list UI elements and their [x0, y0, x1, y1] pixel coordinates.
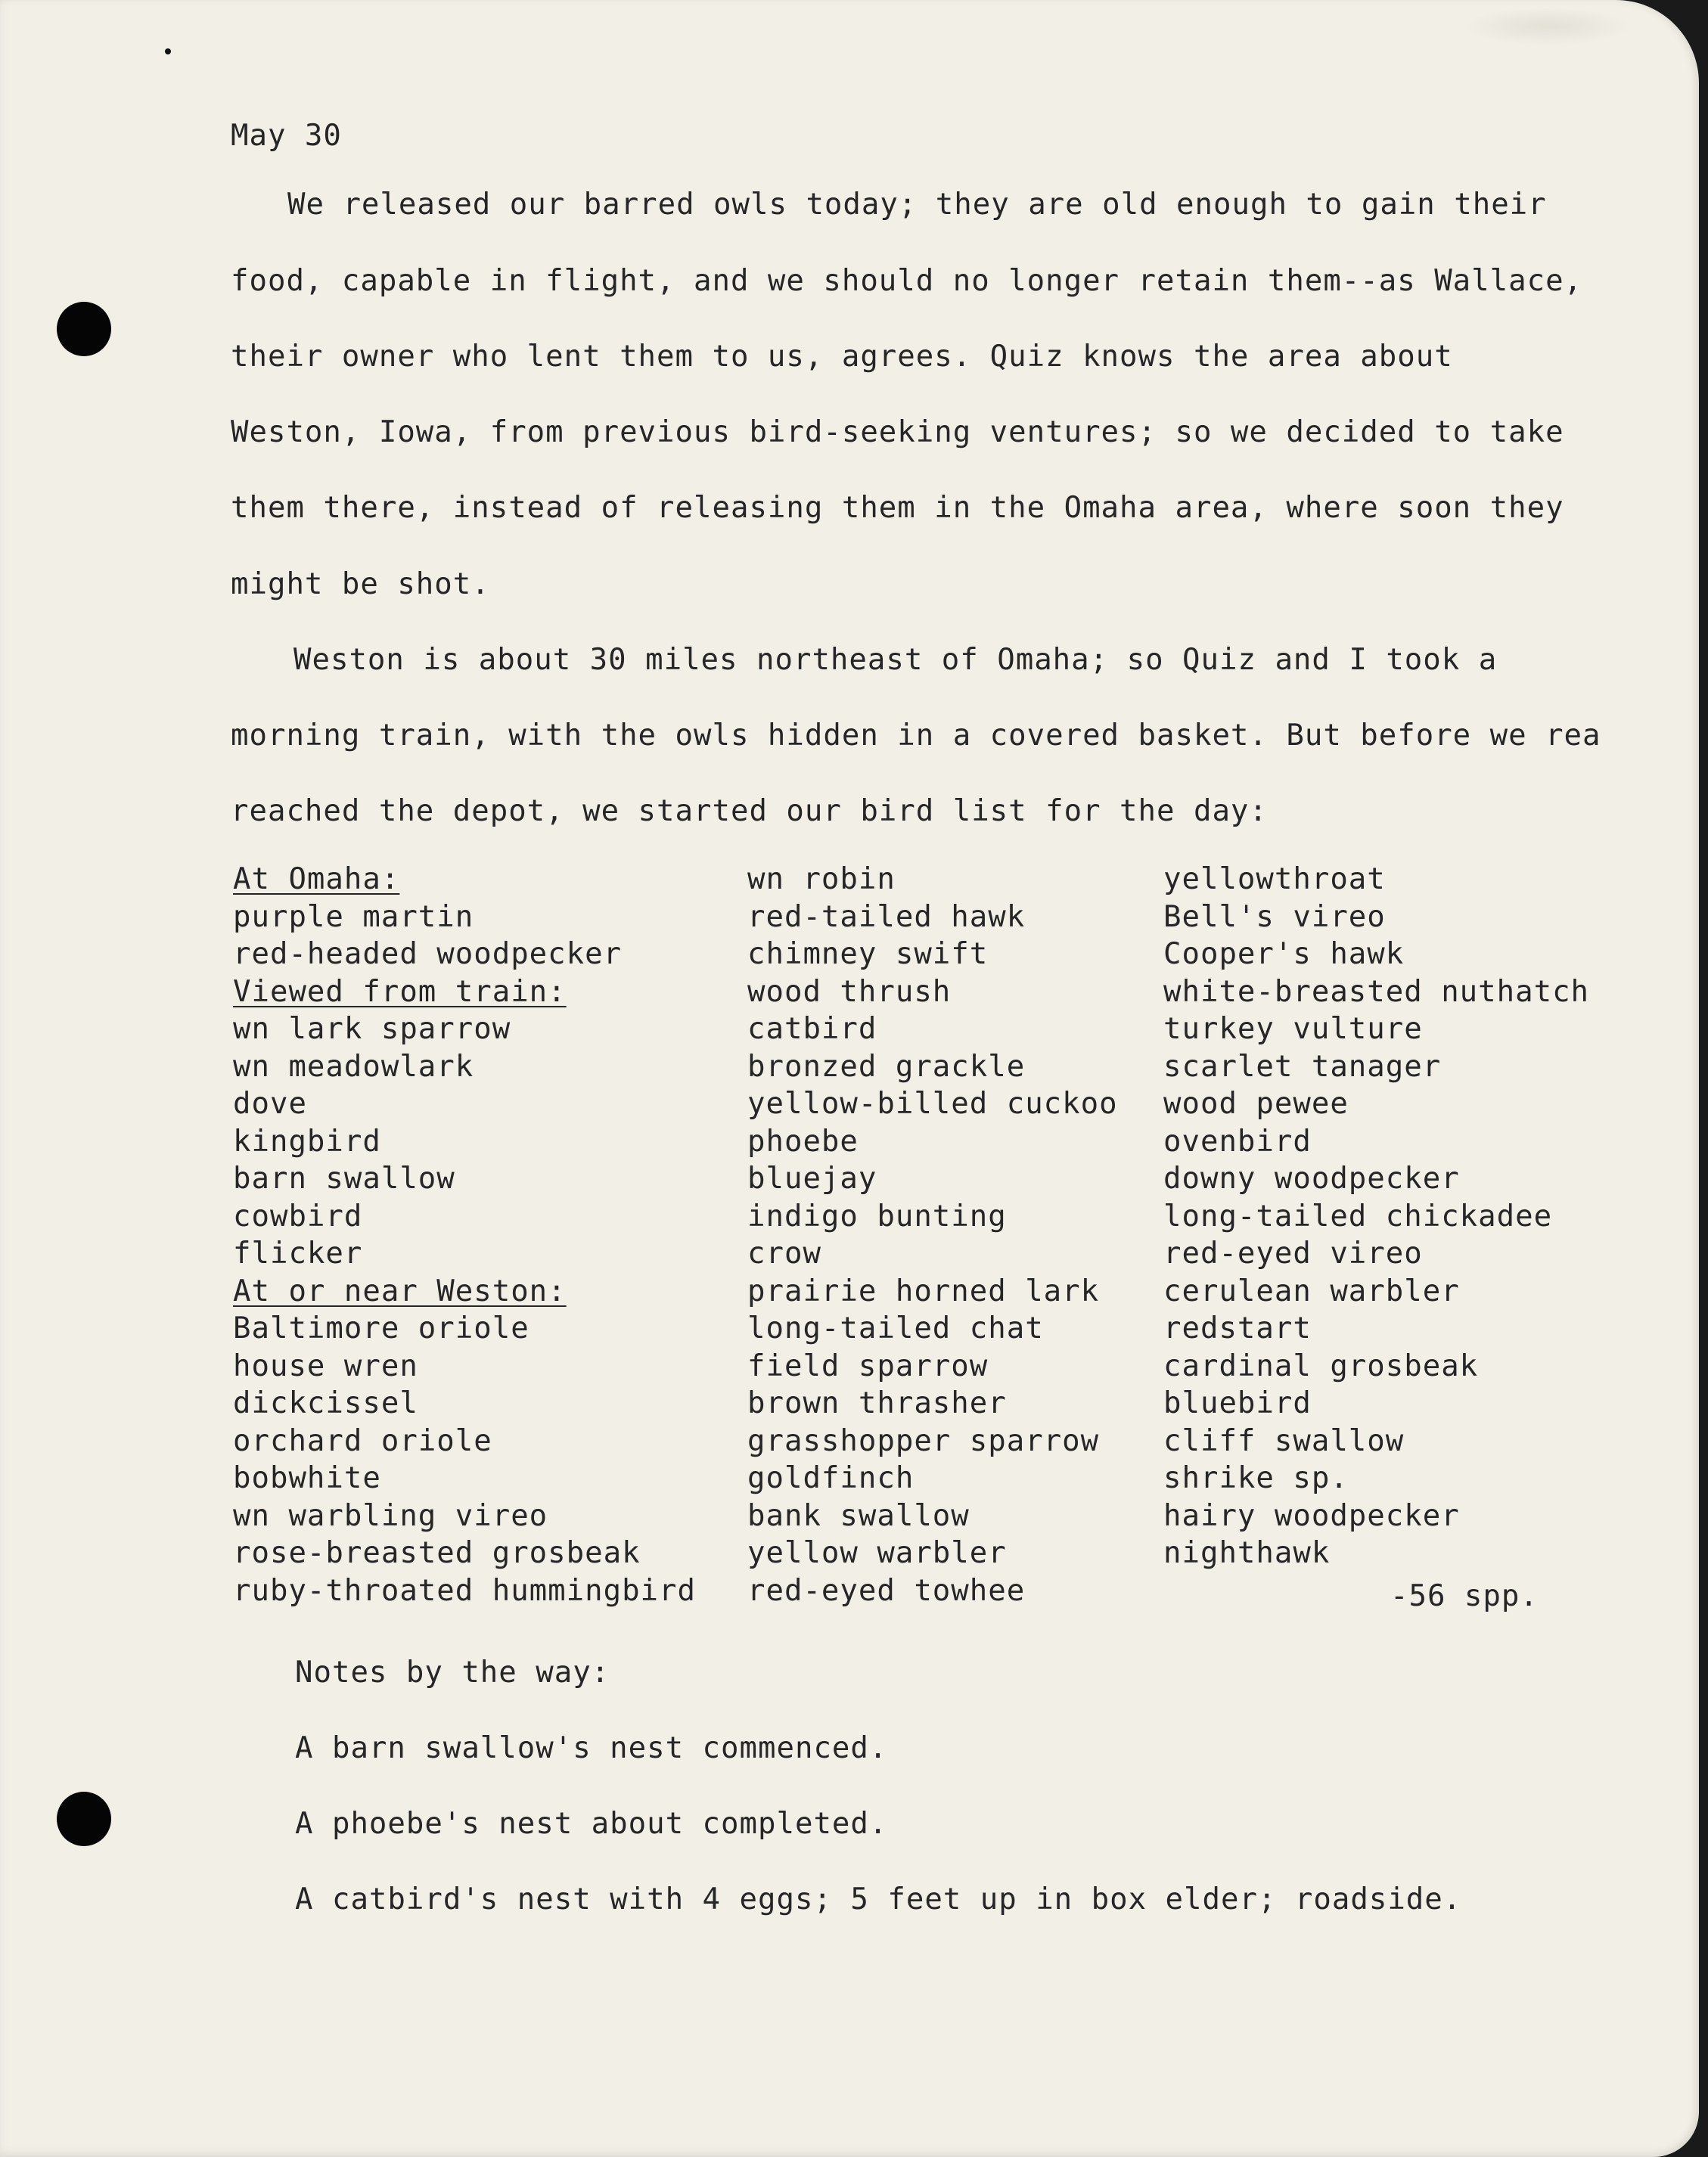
bird-list-item: chimney swift — [747, 937, 989, 971]
species-total: -56 spp. — [1390, 1579, 1539, 1613]
bird-list-item: cerulean warbler — [1163, 1274, 1460, 1308]
bird-list-item: red-tailed hawk — [747, 899, 1026, 934]
paragraph-1-line: them there, instead of releasing them in the Omaha area, where soon they — [231, 491, 1564, 525]
note-item: A barn swallow's nest commenced. — [295, 1731, 888, 1765]
bird-list-item: wn warbling vireo — [233, 1498, 548, 1533]
bird-list-item: crow — [747, 1237, 821, 1271]
bird-list-item: prairie horned lark — [747, 1274, 1100, 1308]
bird-list-item: scarlet tanager — [1163, 1049, 1442, 1084]
bird-list-item: Cooper's hawk — [1163, 937, 1405, 971]
paragraph-1-line: Weston, Iowa, from previous bird-seeking ventures; so we decided to take — [231, 415, 1564, 449]
bird-list-item: redstart — [1163, 1311, 1312, 1345]
bird-list-item: long-tailed chat — [747, 1311, 1044, 1345]
bird-list-item: hairy woodpecker — [1163, 1498, 1460, 1533]
bird-list-item: house wren — [233, 1349, 418, 1383]
bird-list-item: ruby-throated hummingbird — [233, 1573, 696, 1608]
bird-list-item: yellowthroat — [1163, 862, 1386, 896]
bird-list-item: shrike sp. — [1163, 1461, 1349, 1495]
bird-list-item: wood thrush — [747, 974, 952, 1009]
punch-hole-bottom — [57, 1792, 111, 1846]
bird-list-column-1 — [233, 861, 696, 1609]
entry-date: May 30 — [231, 119, 342, 153]
bird-list-item: yellow warbler — [747, 1536, 1007, 1570]
bird-list-item: indigo bunting — [747, 1199, 1007, 1234]
location-heading: At Omaha: — [233, 862, 400, 896]
bird-list-item: red-headed woodpecker — [233, 937, 623, 971]
faint-stamp — [1464, 8, 1631, 45]
bird-list-item: Bell's vireo — [1163, 899, 1386, 934]
ink-dot — [165, 48, 171, 54]
notes-heading: Notes by the way: — [295, 1656, 610, 1690]
bird-list-item: rose-breasted grosbeak — [233, 1536, 641, 1570]
paragraph-1-line: might be shot. — [231, 567, 490, 601]
paragraph-2-line: morning train, with the owls hidden in a covered basket. But before we rea — [231, 718, 1601, 753]
paragraph-1-line: We released our barred owls today; they are old enough to gain their — [287, 188, 1547, 222]
bird-list-item: catbird — [747, 1012, 877, 1046]
paragraph-1-line: food, capable in flight, and we should no longer retain them--as Wallace, — [231, 264, 1583, 298]
bird-list-item: grasshopper sparrow — [747, 1423, 1100, 1458]
bird-list-item: wn lark sparrow — [233, 1012, 511, 1046]
bird-list-item: brown thrasher — [747, 1386, 1007, 1420]
bird-list-column-2 — [747, 861, 1118, 1609]
bird-list-item: cliff swallow — [1163, 1423, 1405, 1458]
bird-list-item: dickcissel — [233, 1386, 418, 1420]
location-heading: At or near Weston: — [233, 1274, 567, 1308]
bird-list-item: kingbird — [233, 1124, 381, 1159]
note-item: A phoebe's nest about completed. — [295, 1807, 888, 1841]
bird-list-item: flicker — [233, 1237, 363, 1271]
bird-list-item: bluebird — [1163, 1386, 1312, 1420]
bird-list-item: goldfinch — [747, 1461, 915, 1495]
bird-list-item: cowbird — [233, 1199, 363, 1234]
location-heading: Viewed from train: — [233, 974, 567, 1009]
bird-list-item: nighthawk — [1163, 1536, 1331, 1570]
bird-list-column-3 — [1163, 861, 1589, 1572]
punch-hole-top — [57, 302, 111, 356]
bird-list-item: wood pewee — [1163, 1087, 1349, 1121]
bird-list-item: bronzed grackle — [747, 1049, 1026, 1084]
bird-list-item: bobwhite — [233, 1461, 381, 1495]
bird-list-item: bluejay — [747, 1162, 877, 1196]
bird-list-item: field sparrow — [747, 1349, 989, 1383]
note-item: A catbird's nest with 4 eggs; 5 feet up in box elder; roadside. — [295, 1882, 1462, 1916]
bird-list-item: wn meadowlark — [233, 1049, 474, 1084]
bird-list-item: downy woodpecker — [1163, 1162, 1460, 1196]
bird-list-item: phoebe — [747, 1124, 859, 1159]
bird-list-item: purple martin — [233, 899, 474, 934]
bird-list-item: cardinal grosbeak — [1163, 1349, 1479, 1383]
bird-list-item: long-tailed chickadee — [1163, 1199, 1553, 1234]
bird-list-item: turkey vulture — [1163, 1012, 1423, 1046]
bird-list-item: orchard oriole — [233, 1423, 492, 1458]
paragraph-2-line: Weston is about 30 miles northeast of Omaha; so Quiz and I took a — [293, 643, 1498, 677]
bird-list-item: yellow-billed cuckoo — [747, 1087, 1118, 1121]
bird-list-item: dove — [233, 1087, 307, 1121]
bird-list-item: red-eyed vireo — [1163, 1237, 1423, 1271]
bird-list-item: Baltimore oriole — [233, 1311, 529, 1345]
bird-list-item: ovenbird — [1163, 1124, 1312, 1159]
paragraph-1-line: their owner who lent them to us, agrees. Quiz knows the area about — [231, 340, 1453, 374]
bird-list-item: barn swallow — [233, 1162, 455, 1196]
paragraph-2-line: reached the depot, we started our bird list for the day: — [231, 794, 1268, 828]
bird-list-item: wn robin — [747, 862, 896, 896]
bird-list-item: white-breasted nuthatch — [1163, 974, 1590, 1009]
bird-list-item: bank swallow — [747, 1498, 970, 1533]
bird-list-item: red-eyed towhee — [747, 1573, 1026, 1608]
